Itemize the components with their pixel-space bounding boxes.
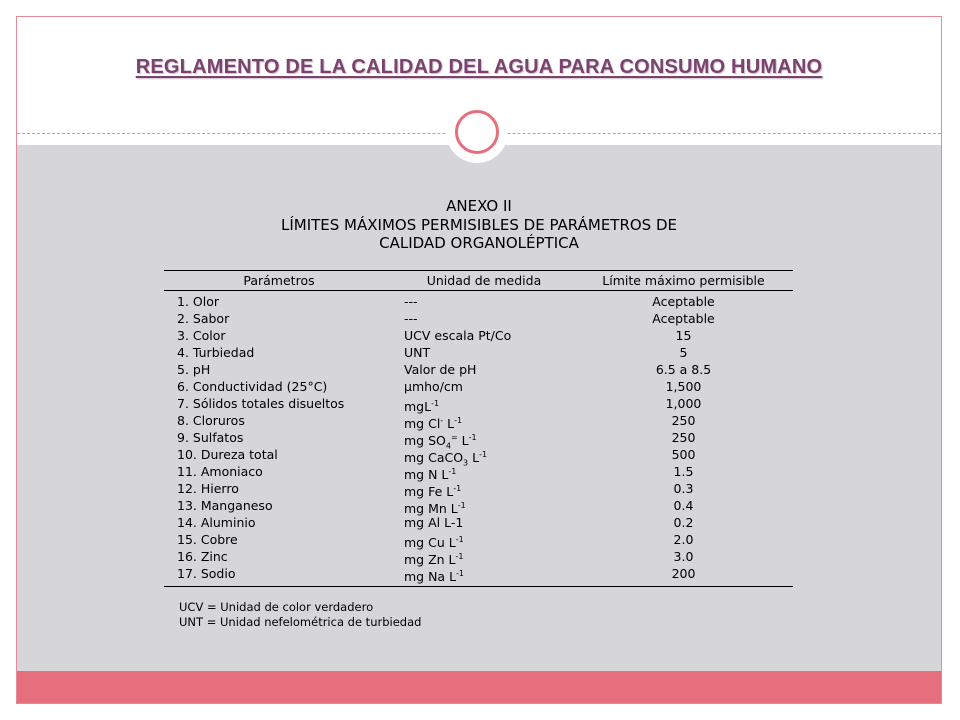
unit-sup: -1 bbox=[455, 552, 464, 561]
table-row bbox=[164, 361, 793, 378]
table-row bbox=[164, 446, 793, 468]
unit-cell: μmho/cm bbox=[404, 379, 463, 394]
unit-cell bbox=[390, 463, 574, 483]
unit-main: mg Fe L bbox=[404, 484, 454, 500]
unit-cell: --- bbox=[404, 294, 418, 309]
table-row bbox=[164, 293, 793, 310]
table-row bbox=[164, 565, 793, 585]
param-cell: 5. pH bbox=[177, 362, 211, 377]
param-cell: 4. Turbiedad bbox=[177, 345, 255, 360]
param-cell: 1. Olor bbox=[177, 294, 219, 309]
limit-cell: 15 bbox=[675, 328, 692, 343]
unit-cell bbox=[390, 412, 574, 432]
unit-cell: UNT bbox=[404, 345, 431, 360]
table-row bbox=[164, 378, 793, 395]
unit-sup: -1 bbox=[457, 501, 466, 510]
table-row bbox=[164, 514, 793, 531]
unit-cell bbox=[390, 429, 574, 451]
unit-cell: mg Al L-1 bbox=[404, 515, 464, 530]
limit-cell: 200 bbox=[671, 566, 696, 581]
table-row bbox=[164, 327, 793, 344]
unit-sup: -1 bbox=[448, 467, 457, 476]
circle-ring-icon bbox=[455, 110, 499, 154]
unit-main: mg N L bbox=[404, 467, 449, 483]
param-cell: 10. Dureza total bbox=[177, 447, 278, 462]
param-cell: 3. Color bbox=[177, 328, 226, 343]
unit-sub: 3 bbox=[463, 458, 469, 468]
param-cell: 15. Cobre bbox=[177, 532, 238, 547]
limit-cell: 0.4 bbox=[673, 498, 694, 513]
unit-main: mg Mn L bbox=[404, 501, 458, 517]
limit-cell: 2.0 bbox=[673, 532, 694, 547]
unit-cell bbox=[390, 395, 574, 415]
limit-cell: 500 bbox=[671, 447, 696, 462]
unit-mid: L bbox=[443, 416, 455, 432]
unit-main: mg Cl bbox=[404, 416, 441, 432]
unit-sup2: -1 bbox=[454, 416, 463, 425]
limit-cell: 250 bbox=[671, 430, 696, 445]
limit-cell: 1.5 bbox=[673, 464, 694, 479]
table-row bbox=[164, 548, 793, 568]
unit-sup: - bbox=[440, 416, 444, 425]
unit-cell bbox=[390, 446, 574, 468]
unit-sup: -1 bbox=[455, 535, 464, 544]
param-cell: 16. Zinc bbox=[177, 549, 228, 564]
unit-cell bbox=[390, 531, 574, 551]
unit-main: mg Cu L bbox=[404, 535, 456, 551]
limit-cell: Aceptable bbox=[652, 311, 715, 326]
table-row bbox=[164, 531, 793, 551]
header-unidad: Unidad de medida bbox=[426, 273, 542, 288]
table-row bbox=[164, 497, 793, 517]
param-cell: 7. Sólidos totales disueltos bbox=[177, 396, 345, 411]
unit-mid: L bbox=[468, 450, 480, 466]
unit-cell bbox=[390, 497, 574, 517]
limit-cell: 3.0 bbox=[673, 549, 694, 564]
table-row bbox=[164, 310, 793, 327]
annex-number: ANEXO II bbox=[446, 197, 512, 215]
limit-cell: 0.3 bbox=[673, 481, 694, 496]
limit-cell: 5 bbox=[679, 345, 688, 360]
unit-mid: L bbox=[457, 433, 469, 449]
unit-cell bbox=[390, 480, 574, 500]
table-row bbox=[164, 395, 793, 415]
unit-sup2: -1 bbox=[468, 433, 477, 442]
param-cell: 6. Conductividad (25°C) bbox=[177, 379, 328, 394]
unit-cell bbox=[390, 565, 574, 585]
unit-sup: -1 bbox=[456, 569, 465, 578]
param-cell: 14. Aluminio bbox=[177, 515, 256, 530]
param-cell: 17. Sodio bbox=[177, 566, 236, 581]
limit-cell: 1,000 bbox=[665, 396, 702, 411]
unit-main: mgL bbox=[404, 399, 432, 415]
footnote-unt: UNT = Unidad nefelométrica de turbiedad bbox=[179, 615, 422, 629]
limit-cell: 6.5 a 8.5 bbox=[655, 362, 712, 377]
footnotes bbox=[179, 600, 421, 630]
unit-sup2: -1 bbox=[479, 450, 488, 459]
table-row bbox=[164, 429, 793, 451]
limit-cell: 250 bbox=[671, 413, 696, 428]
limit-cell: 0.2 bbox=[673, 515, 694, 530]
table-row bbox=[164, 480, 793, 500]
unit-cell bbox=[390, 548, 574, 568]
header-parametros: Parámetros bbox=[243, 273, 315, 288]
table-row bbox=[164, 412, 793, 432]
unit-main: mg Na L bbox=[404, 569, 457, 585]
param-cell: 12. Hierro bbox=[177, 481, 239, 496]
table-row bbox=[164, 463, 793, 483]
unit-sub: 4 bbox=[445, 441, 451, 451]
unit-main: mg Zn L bbox=[404, 552, 456, 568]
header-limite: Límite máximo permisible bbox=[602, 273, 765, 288]
table-row bbox=[164, 344, 793, 361]
param-cell: 9. Sulfatos bbox=[177, 430, 244, 445]
unit-sup: -1 bbox=[431, 399, 440, 408]
unit-cell: Valor de pH bbox=[404, 362, 477, 377]
unit-cell: --- bbox=[404, 311, 418, 326]
unit-sup: = bbox=[450, 433, 458, 442]
footer-bar bbox=[17, 671, 941, 703]
unit-sup: -1 bbox=[453, 484, 462, 493]
annex-title-line1: LÍMITES MÁXIMOS PERMISIBLES DE PARÁMETROS DE bbox=[280, 216, 678, 234]
param-cell: 8. Cloruros bbox=[177, 413, 245, 428]
slide-title: REGLAMENTO DE LA CALIDAD DEL AGUA PARA CONSUMO HUMANO bbox=[135, 56, 823, 78]
annex-title-line2: CALIDAD ORGANOLÉPTICA bbox=[379, 234, 579, 252]
param-cell: 2. Sabor bbox=[177, 311, 230, 326]
footnote-ucv: UCV = Unidad de color verdadero bbox=[179, 600, 374, 614]
table-header bbox=[164, 270, 793, 291]
param-cell: 13. Manganeso bbox=[177, 498, 273, 513]
unit-main: mg SO bbox=[404, 433, 446, 449]
table-body bbox=[164, 291, 793, 587]
unit-main: mg CaCO bbox=[404, 450, 464, 466]
limit-cell: Aceptable bbox=[652, 294, 715, 309]
limits-table bbox=[164, 270, 793, 587]
param-cell: 11. Amoniaco bbox=[177, 464, 263, 479]
unit-cell: UCV escala Pt/Co bbox=[404, 328, 512, 343]
limit-cell: 1,500 bbox=[665, 379, 702, 394]
